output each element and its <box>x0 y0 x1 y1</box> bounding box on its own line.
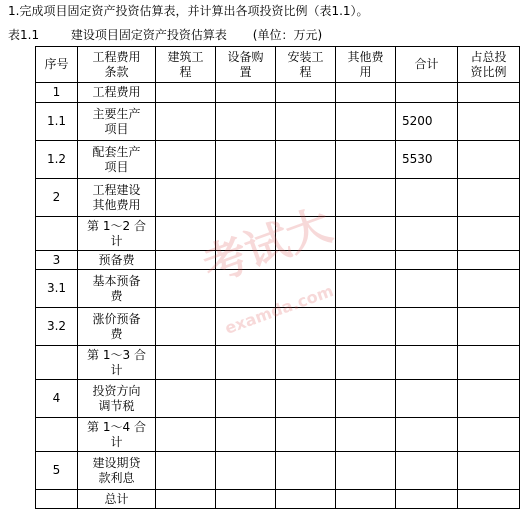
item-cell: 主要生产 项目 <box>78 103 156 141</box>
row-number-cell: 1.1 <box>36 103 78 141</box>
table-row <box>36 217 520 251</box>
value-cell <box>216 141 276 179</box>
value-cell <box>336 346 396 380</box>
header-cell: 合计 <box>396 47 458 83</box>
item-cell: 投资方向 调节税 <box>78 380 156 418</box>
item-cell: 建设期贷 款利息 <box>78 452 156 490</box>
table-row <box>36 452 520 490</box>
ratio-cell <box>458 270 520 308</box>
table-row <box>36 308 520 346</box>
value-cell <box>276 418 336 452</box>
value-cell <box>216 217 276 251</box>
header-cell: 序号 <box>36 47 78 83</box>
total-cell <box>396 380 458 418</box>
header-cell: 设备购 置 <box>216 47 276 83</box>
value-cell <box>336 217 396 251</box>
value-cell <box>216 380 276 418</box>
ratio-cell <box>458 380 520 418</box>
header-cell: 建筑工 程 <box>156 47 216 83</box>
total-cell: 5200 <box>396 103 458 141</box>
watermark: 考试大 <box>196 199 339 293</box>
total-cell <box>396 217 458 251</box>
value-cell <box>216 490 276 509</box>
value-cell <box>276 83 336 103</box>
value-cell <box>216 83 276 103</box>
watermark-url: examda.com <box>222 281 336 338</box>
table-row <box>36 251 520 270</box>
row-number-cell: 3 <box>36 251 78 270</box>
item-cell: 第 1～3 合 计 <box>78 346 156 380</box>
table-unit: (单位：万元) <box>252 28 323 42</box>
row-number-cell: 5 <box>36 452 78 490</box>
item-cell: 预备费 <box>78 251 156 270</box>
total-cell <box>396 308 458 346</box>
ratio-cell <box>458 217 520 251</box>
value-cell <box>276 103 336 141</box>
ratio-cell <box>458 83 520 103</box>
table-row <box>36 418 520 452</box>
value-cell <box>276 251 336 270</box>
header-cell: 安装工 程 <box>276 47 336 83</box>
value-cell <box>336 380 396 418</box>
total-cell <box>396 83 458 103</box>
value-cell <box>156 217 216 251</box>
value-cell <box>216 346 276 380</box>
item-cell: 第 1～2 合 计 <box>78 217 156 251</box>
value-cell <box>276 179 336 217</box>
value-cell <box>336 270 396 308</box>
ratio-cell <box>458 452 520 490</box>
ratio-cell <box>458 418 520 452</box>
value-cell <box>156 490 216 509</box>
item-cell: 第 1～4 合 计 <box>78 418 156 452</box>
value-cell <box>156 103 216 141</box>
value-cell <box>156 346 216 380</box>
header-cell: 占总投 资比例 <box>458 47 520 83</box>
header-row <box>36 47 520 83</box>
value-cell <box>156 179 216 217</box>
table-row <box>36 83 520 103</box>
ratio-cell <box>458 179 520 217</box>
value-cell <box>216 270 276 308</box>
value-cell <box>156 452 216 490</box>
investment-estimate-table <box>35 46 520 509</box>
table-row <box>36 270 520 308</box>
value-cell <box>156 270 216 308</box>
value-cell <box>156 418 216 452</box>
value-cell <box>276 308 336 346</box>
table-row <box>36 103 520 141</box>
intro-text: 1.完成项目固定资产投资估算表，并计算出各项投资比例（表1.1）。 <box>8 4 369 18</box>
value-cell <box>156 141 216 179</box>
value-cell <box>336 308 396 346</box>
value-cell <box>336 179 396 217</box>
table-title: 建设项目固定资产投资估算表 <box>70 28 227 42</box>
value-cell <box>216 452 276 490</box>
value-cell <box>276 346 336 380</box>
ratio-cell <box>458 308 520 346</box>
table-caption <box>8 26 322 43</box>
item-cell: 配套生产 项目 <box>78 141 156 179</box>
total-cell <box>396 251 458 270</box>
item-cell: 工程费用 <box>78 83 156 103</box>
ratio-cell <box>458 346 520 380</box>
ratio-cell <box>458 103 520 141</box>
row-number-cell: 3.2 <box>36 308 78 346</box>
value-cell <box>336 83 396 103</box>
row-number-cell <box>36 346 78 380</box>
total-cell <box>396 270 458 308</box>
row-number-cell <box>36 490 78 509</box>
value-cell <box>336 490 396 509</box>
row-number-cell: 1 <box>36 83 78 103</box>
value-cell <box>276 380 336 418</box>
table-row <box>36 141 520 179</box>
value-cell <box>216 103 276 141</box>
value-cell <box>276 141 336 179</box>
value-cell <box>156 251 216 270</box>
table-body <box>36 47 520 509</box>
item-cell: 基本预备 费 <box>78 270 156 308</box>
value-cell <box>216 418 276 452</box>
value-cell <box>156 308 216 346</box>
total-cell <box>396 452 458 490</box>
value-cell <box>156 380 216 418</box>
value-cell <box>276 490 336 509</box>
table-row <box>36 346 520 380</box>
table-label: 表1.1 <box>8 28 40 42</box>
ratio-cell <box>458 490 520 509</box>
total-cell <box>396 418 458 452</box>
value-cell <box>276 452 336 490</box>
table-row <box>36 179 520 217</box>
value-cell <box>336 452 396 490</box>
total-cell <box>396 490 458 509</box>
row-number-cell: 1.2 <box>36 141 78 179</box>
total-cell: 5530 <box>396 141 458 179</box>
row-number-cell: 4 <box>36 380 78 418</box>
value-cell <box>216 251 276 270</box>
value-cell <box>336 251 396 270</box>
total-cell <box>396 346 458 380</box>
row-number-cell <box>36 418 78 452</box>
row-number-cell <box>36 217 78 251</box>
row-number-cell: 3.1 <box>36 270 78 308</box>
row-number-cell: 2 <box>36 179 78 217</box>
value-cell <box>276 217 336 251</box>
header-cell: 其他费 用 <box>336 47 396 83</box>
ratio-cell <box>458 141 520 179</box>
total-cell <box>396 179 458 217</box>
ratio-cell <box>458 251 520 270</box>
table-row <box>36 490 520 509</box>
value-cell <box>156 83 216 103</box>
item-cell: 工程建设 其他费用 <box>78 179 156 217</box>
table-row <box>36 380 520 418</box>
item-cell: 总计 <box>78 490 156 509</box>
value-cell <box>276 270 336 308</box>
value-cell <box>216 308 276 346</box>
value-cell <box>336 103 396 141</box>
value-cell <box>336 418 396 452</box>
value-cell <box>216 179 276 217</box>
value-cell <box>336 141 396 179</box>
item-cell: 涨价预备 费 <box>78 308 156 346</box>
header-cell: 工程费用 条款 <box>78 47 156 83</box>
